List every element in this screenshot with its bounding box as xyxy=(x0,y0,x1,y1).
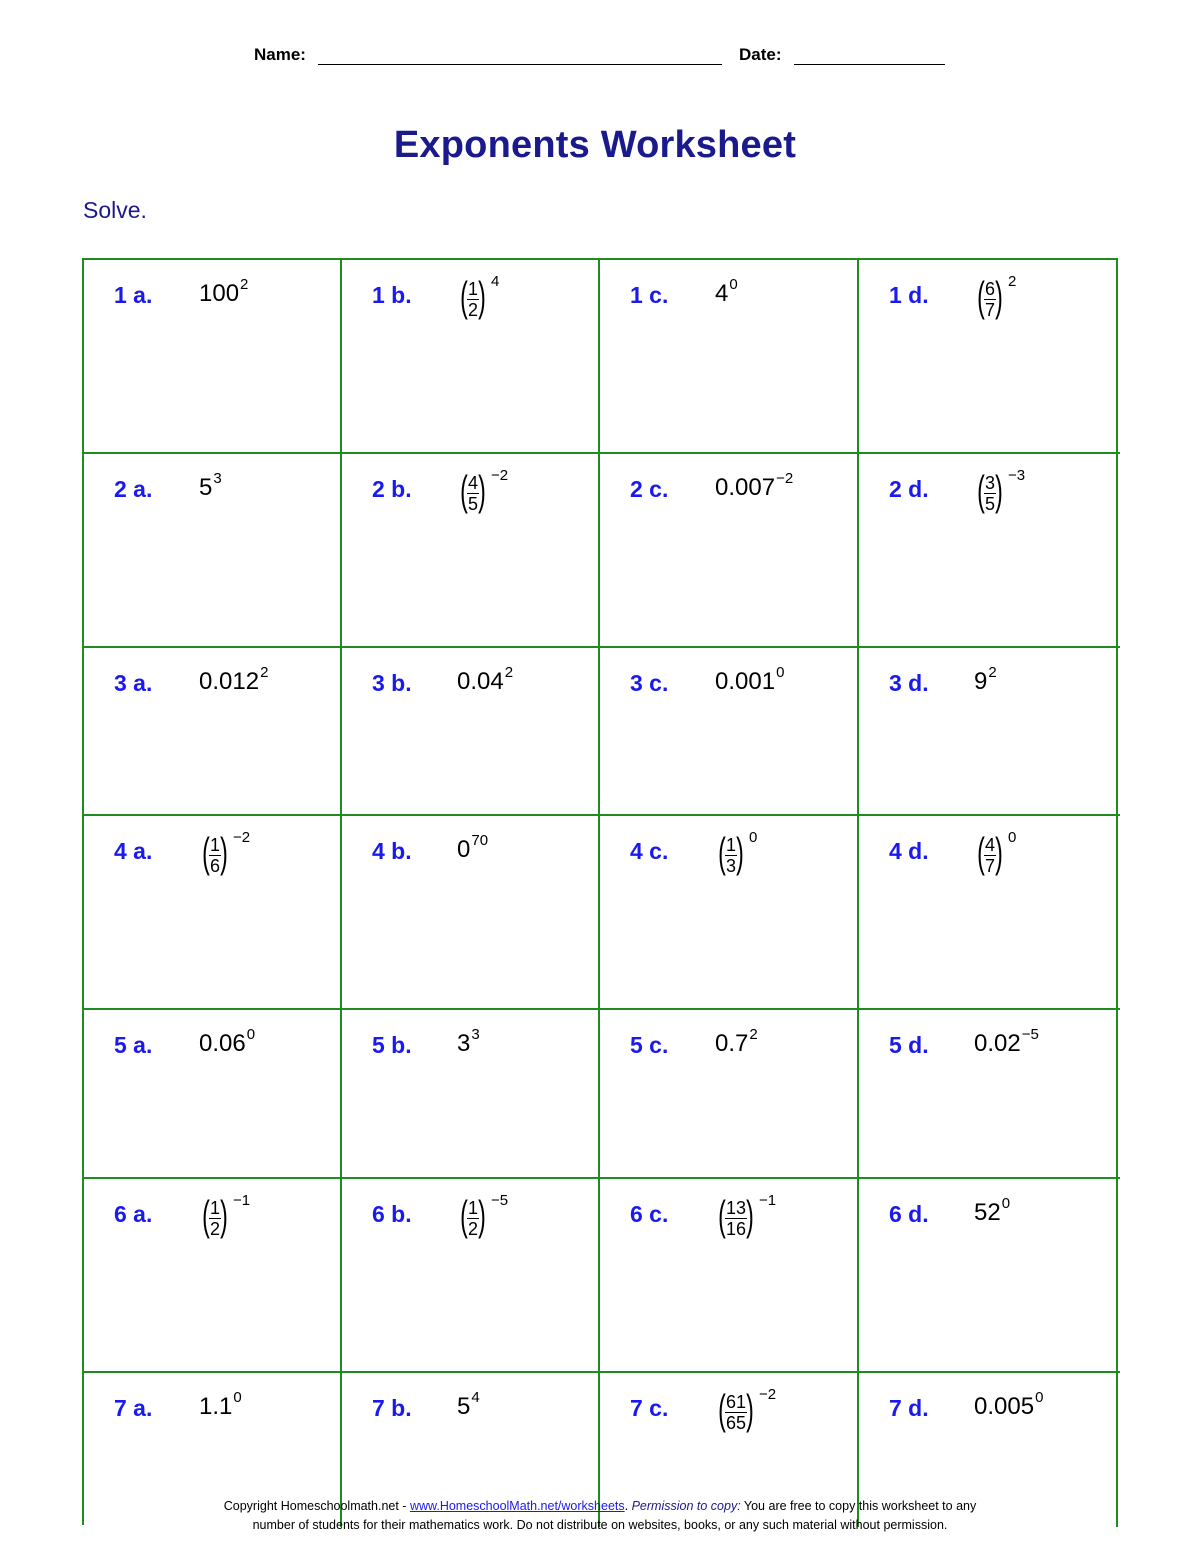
permission-text: You are free to copy this worksheet to any xyxy=(740,1499,977,1513)
base: 100 xyxy=(199,280,240,307)
denominator: 2 xyxy=(468,299,479,320)
numerator: 6 xyxy=(985,278,996,299)
right-paren: ) xyxy=(995,467,1003,514)
problem-cell[interactable] xyxy=(859,648,1118,816)
problem-label: 6 d. xyxy=(889,1201,929,1227)
fraction xyxy=(725,1392,747,1433)
problem-label: 5 c. xyxy=(630,1032,669,1058)
exponent: 0 xyxy=(1035,1389,1044,1406)
base: 9 xyxy=(974,668,988,695)
base: 0 xyxy=(457,836,471,863)
problem-label: 3 b. xyxy=(372,670,412,696)
problem-cell[interactable] xyxy=(342,260,600,454)
date-label: Date: xyxy=(739,45,782,64)
base: 5 xyxy=(199,474,213,501)
exponent: 4 xyxy=(471,1389,480,1406)
exponent: −5 xyxy=(1021,1026,1039,1043)
numerator: 61 xyxy=(726,1391,747,1412)
problem-label: 7 a. xyxy=(114,1395,153,1421)
problem-label: 3 c. xyxy=(630,670,669,696)
problem-label: 7 d. xyxy=(889,1395,929,1421)
fraction-power xyxy=(974,272,1017,320)
fraction-power xyxy=(974,466,1026,514)
problem-expression xyxy=(715,1026,758,1058)
problem-label: 6 c. xyxy=(630,1201,669,1227)
fraction xyxy=(725,1198,747,1239)
exponent: −1 xyxy=(759,1191,777,1209)
problem-cell[interactable] xyxy=(859,1010,1118,1179)
right-paren: ) xyxy=(746,1192,754,1239)
problem-expression xyxy=(199,470,222,502)
fraction-power xyxy=(715,1191,777,1239)
right-paren: ) xyxy=(746,1386,754,1433)
base: 4 xyxy=(715,280,729,307)
denominator: 16 xyxy=(726,1218,747,1239)
left-paren: ( xyxy=(460,273,468,320)
problem-expression xyxy=(457,272,500,322)
denominator: 5 xyxy=(468,493,479,514)
denominator: 7 xyxy=(985,855,996,876)
left-paren: ( xyxy=(718,1192,726,1239)
exponent: 2 xyxy=(240,276,249,293)
fraction-power xyxy=(457,466,509,514)
problem-label: 1 c. xyxy=(630,282,669,308)
problem-label: 1 d. xyxy=(889,282,929,308)
exponent: −5 xyxy=(491,1191,509,1209)
problem-cell[interactable] xyxy=(600,1179,859,1373)
problem-expression xyxy=(715,828,758,878)
problem-cell[interactable] xyxy=(600,260,859,454)
problem-expression xyxy=(199,1389,242,1421)
problem-cell[interactable] xyxy=(342,1179,600,1373)
fraction-power xyxy=(457,1191,509,1239)
left-paren: ( xyxy=(460,1192,468,1239)
left-paren: ( xyxy=(460,467,468,514)
denominator: 3 xyxy=(726,855,737,876)
problem-label: 7 b. xyxy=(372,1395,412,1421)
problem-expression xyxy=(715,1385,777,1435)
left-paren: ( xyxy=(718,1386,726,1433)
problem-cell[interactable] xyxy=(342,648,600,816)
denominator: 2 xyxy=(468,1218,479,1239)
fraction-power xyxy=(457,272,500,320)
problem-expression xyxy=(457,832,489,864)
problem-expression xyxy=(974,1389,1044,1421)
problem-label: 3 a. xyxy=(114,670,153,696)
base: 52 xyxy=(974,1199,1001,1226)
exponent: −3 xyxy=(1008,466,1026,484)
problem-cell[interactable] xyxy=(859,454,1118,648)
exponent: 0 xyxy=(233,1389,242,1406)
name-date-bar xyxy=(0,45,1200,75)
exponent: −2 xyxy=(776,470,794,487)
numerator: 3 xyxy=(985,472,996,493)
base: 0.04 xyxy=(457,668,504,695)
problem-expression xyxy=(715,470,794,502)
problem-label: 4 b. xyxy=(372,838,412,864)
base: 0.02 xyxy=(974,1030,1021,1057)
problem-expression xyxy=(457,664,514,696)
permission-label: Permission to copy: xyxy=(631,1499,741,1513)
website-link[interactable]: www.HomeschoolMath.net/worksheets xyxy=(409,1499,625,1513)
left-paren: ( xyxy=(977,467,985,514)
exponent: −1 xyxy=(233,1191,251,1209)
problem-cell[interactable] xyxy=(84,260,342,454)
problem-expression xyxy=(974,272,1017,322)
problem-label: 2 c. xyxy=(630,476,669,502)
left-paren: ( xyxy=(977,829,985,876)
problem-cell[interactable] xyxy=(342,1010,600,1179)
problem-cell[interactable] xyxy=(600,1010,859,1179)
numerator: 1 xyxy=(468,278,479,299)
copyright-footer xyxy=(0,1497,1200,1535)
exponent: 2 xyxy=(504,664,514,681)
date-field-line[interactable] xyxy=(794,64,945,65)
numerator: 1 xyxy=(726,834,737,855)
denominator: 5 xyxy=(985,493,996,514)
instruction-text: Solve. xyxy=(83,197,147,223)
numerator: 1 xyxy=(210,1197,221,1218)
exponent: −2 xyxy=(233,828,251,846)
exponent: 0 xyxy=(749,828,758,846)
base: 3 xyxy=(457,1030,471,1057)
problem-expression xyxy=(974,664,997,696)
numerator: 4 xyxy=(468,472,479,493)
exponent: 2 xyxy=(749,1026,758,1043)
problem-label: 6 b. xyxy=(372,1201,412,1227)
problem-cell[interactable] xyxy=(84,454,342,648)
exponent: 0 xyxy=(729,276,738,293)
fraction-power xyxy=(715,1385,777,1433)
problem-expression xyxy=(457,1191,509,1241)
problem-cell[interactable] xyxy=(342,816,600,1010)
copyright-text: Copyright Homeschoolmath.net - xyxy=(223,1499,410,1513)
base: 5 xyxy=(457,1393,471,1420)
problem-label: 7 c. xyxy=(630,1395,669,1421)
problem-cell[interactable] xyxy=(600,816,859,1010)
problem-label: 5 b. xyxy=(372,1032,412,1058)
problem-label: 1 b. xyxy=(372,282,412,308)
exponent: 3 xyxy=(471,1026,480,1043)
problem-label: 5 d. xyxy=(889,1032,929,1058)
problem-label: 6 a. xyxy=(114,1201,153,1227)
problem-expression xyxy=(199,828,251,878)
name-field-line[interactable] xyxy=(318,64,722,65)
problem-expression xyxy=(974,1195,1011,1227)
problem-cell[interactable] xyxy=(84,816,342,1010)
left-paren: ( xyxy=(718,829,726,876)
problem-expression xyxy=(974,828,1017,878)
exponent: 0 xyxy=(246,1026,256,1043)
base: 0.005 xyxy=(974,1393,1035,1420)
exponent: 4 xyxy=(491,272,500,290)
exponent: 0 xyxy=(776,664,785,681)
exponent: −2 xyxy=(759,1385,777,1403)
exponent: −2 xyxy=(491,466,509,484)
problem-cell[interactable] xyxy=(600,454,859,648)
fraction-power xyxy=(199,828,251,876)
problem-expression xyxy=(199,1191,251,1241)
exponent: 3 xyxy=(213,470,222,487)
problem-expression xyxy=(457,1026,480,1058)
problem-label: 2 a. xyxy=(114,476,153,502)
exponent: 70 xyxy=(471,832,489,849)
name-label: Name: xyxy=(254,45,306,64)
problem-label: 3 d. xyxy=(889,670,929,696)
base: 0.06 xyxy=(199,1030,246,1057)
problem-cell[interactable] xyxy=(600,648,859,816)
exponent: 2 xyxy=(988,664,997,681)
base: 0.007 xyxy=(715,474,776,501)
numerator: 13 xyxy=(726,1197,747,1218)
numerator: 1 xyxy=(210,834,221,855)
problem-expression xyxy=(715,1191,777,1241)
footer-line-2: number of students for their mathematics work. Do not distribute on websites, books, or any such material without permission. xyxy=(252,1518,948,1532)
right-paren: ) xyxy=(220,1192,228,1239)
left-paren: ( xyxy=(202,1192,210,1239)
numerator: 1 xyxy=(468,1197,479,1218)
problem-expression xyxy=(974,1026,1039,1058)
problem-cell[interactable] xyxy=(84,1179,342,1373)
denominator: 2 xyxy=(210,1218,221,1239)
problem-grid xyxy=(82,258,1118,1525)
problem-expression xyxy=(715,664,785,696)
right-paren: ) xyxy=(220,829,228,876)
right-paren: ) xyxy=(478,467,486,514)
problem-expression xyxy=(457,1389,480,1421)
exponent: 2 xyxy=(1008,272,1017,290)
right-paren: ) xyxy=(736,829,744,876)
worksheet-title: Exponents Worksheet xyxy=(393,124,797,166)
base: 1.1 xyxy=(199,1393,233,1420)
right-paren: ) xyxy=(995,829,1003,876)
problem-expression xyxy=(457,466,509,516)
problem-label: 2 d. xyxy=(889,476,929,502)
numerator: 4 xyxy=(985,834,996,855)
fraction-power xyxy=(974,828,1017,876)
problem-cell[interactable] xyxy=(84,1010,342,1179)
link-period: . xyxy=(624,1499,632,1513)
fraction-power xyxy=(199,1191,251,1239)
problem-label: 4 d. xyxy=(889,838,929,864)
problem-cell[interactable] xyxy=(859,1179,1118,1373)
exponent: 0 xyxy=(1001,1195,1011,1212)
problem-label: 5 a. xyxy=(114,1032,153,1058)
problem-cell[interactable] xyxy=(84,648,342,816)
left-paren: ( xyxy=(977,273,985,320)
base: 0.001 xyxy=(715,668,776,695)
right-paren: ) xyxy=(478,273,486,320)
problem-label: 4 a. xyxy=(114,838,153,864)
problem-cell[interactable] xyxy=(859,260,1118,454)
problem-label: 2 b. xyxy=(372,476,412,502)
base: 0.012 xyxy=(199,668,260,695)
problem-label: 4 c. xyxy=(630,838,669,864)
exponent: 2 xyxy=(260,664,269,681)
problem-cell[interactable] xyxy=(859,816,1118,1010)
problem-cell[interactable] xyxy=(342,454,600,648)
problem-expression xyxy=(715,276,738,308)
base: 0.7 xyxy=(715,1030,749,1057)
problem-expression xyxy=(199,664,269,696)
denominator: 7 xyxy=(985,299,996,320)
fraction-power xyxy=(715,828,758,876)
right-paren: ) xyxy=(478,1192,486,1239)
denominator: 65 xyxy=(726,1412,747,1433)
exponent: 0 xyxy=(1008,828,1017,846)
right-paren: ) xyxy=(995,273,1003,320)
problem-expression xyxy=(974,466,1026,516)
left-paren: ( xyxy=(202,829,210,876)
problem-label: 1 a. xyxy=(114,282,153,308)
problem-expression xyxy=(199,1026,256,1058)
denominator: 6 xyxy=(210,855,221,876)
problem-expression xyxy=(199,276,249,308)
